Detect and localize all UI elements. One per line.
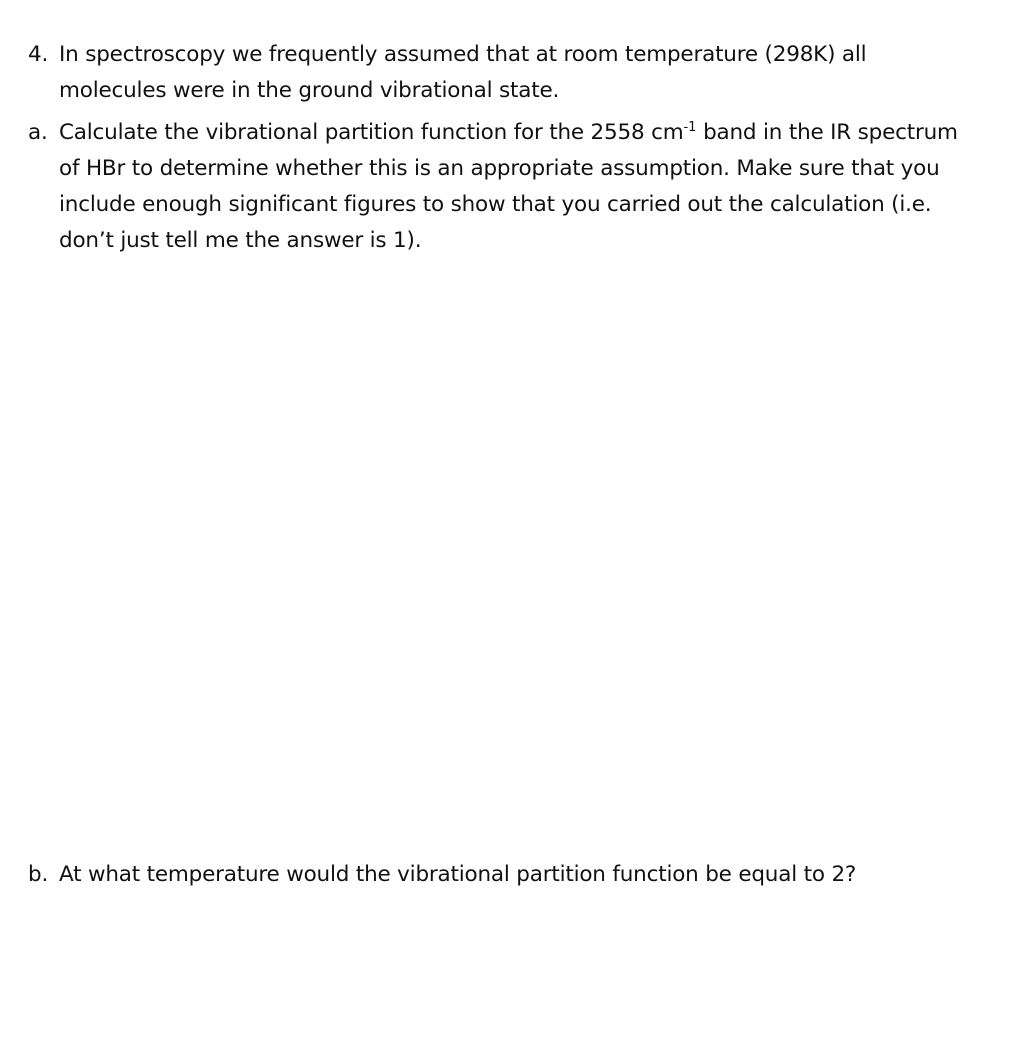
part-a [28, 115, 1024, 259]
question-4 [28, 37, 1024, 109]
part-b-line-1: At what temperature would the vibrational partition function be equal to 2? [59, 862, 857, 887]
part-a-text [59, 115, 1024, 259]
part-b-text [59, 857, 1024, 893]
question-4-text [59, 37, 1024, 109]
wavenumber-exponent: -1 [683, 120, 697, 135]
part-a-line-1 [59, 115, 1024, 151]
part-a-line-3: include enough significant figures to show that you carried out the calculation (i.e. [59, 192, 932, 217]
question-4-line-1: In spectroscopy we frequently assumed that at room temperature (298K) all [59, 42, 867, 67]
part-a-line-1-end: band in the IR spectrum [696, 120, 958, 145]
part-b [28, 857, 1024, 893]
part-b-marker: b. [28, 862, 49, 887]
part-a-line-2: of HBr to determine whether this is an appropriate assumption. Make sure that you [59, 156, 940, 181]
question-number: 4. [28, 42, 49, 67]
part-a-line-1-start: Calculate the vibrational partition function for the 2558 cm [59, 120, 684, 145]
part-a-marker: a. [28, 120, 48, 145]
part-a-line-4: don’t just tell me the answer is 1). [59, 228, 422, 253]
question-4-line-2: molecules were in the ground vibrational state. [59, 78, 560, 103]
